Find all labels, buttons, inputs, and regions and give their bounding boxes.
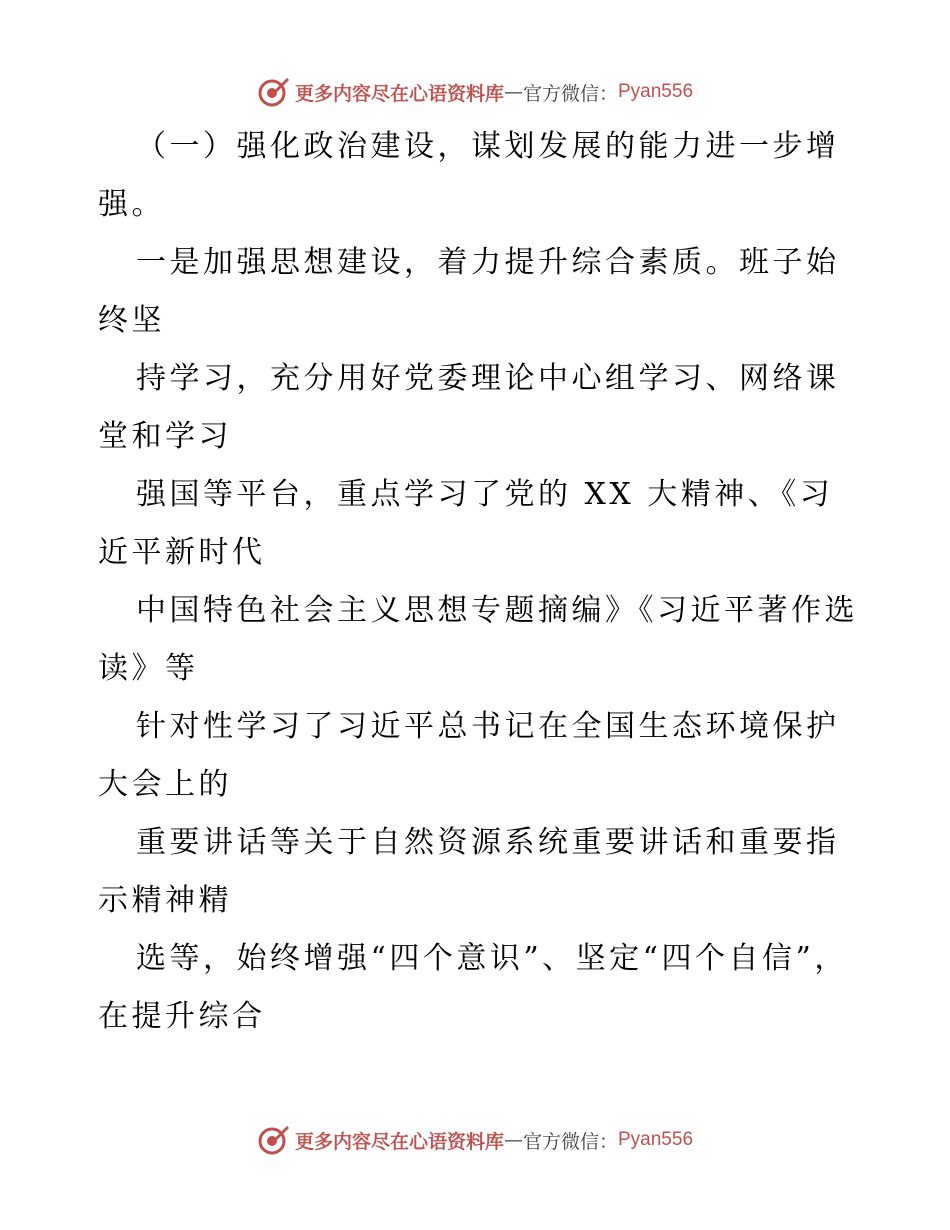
banner-wechat-id: Pyan556 [618,1129,694,1150]
banner-separator: — [503,81,523,103]
banner-wechat-id: Pyan556 [618,81,694,102]
banner-separator: — [503,1129,523,1151]
paragraph-7: 重要讲话等关于自然资源系统重要讲话和重要指示精神精 [98,825,840,918]
footer-banner [0,1120,950,1160]
banner-wechat-label: 官方微信： [522,82,618,105]
document-body [98,118,858,1046]
paragraph-1: （一）强化政治建设，谋划发展的能力进一步增强。 [98,129,840,222]
pen-circle-icon [257,75,291,109]
paragraph-3: 持学习，充分用好党委理论中心组学习、网络课堂和学习 [98,361,840,454]
paragraph-6: 针对性学习了习近平总书记在全国生态环境保护大会上的 [98,709,840,802]
paragraph-5: 中国特色社会主义思想专题摘编》《习近平著作选读》等 [98,593,858,686]
paragraph-4: 强国等平台，重点学习了党的 XX 大精神、《习近平新时代 [98,477,834,570]
banner-text: 更多内容尽在心语资料库 [294,82,504,105]
banner-wechat-label: 官方微信： [522,1130,618,1153]
paragraph-8: 选等，始终增强“四个意识”、坚定“四个自信”，在提升综合 [98,941,848,1034]
pen-circle-icon [257,1123,291,1157]
banner-text: 更多内容尽在心语资料库 [294,1130,504,1153]
header-banner [0,72,950,112]
paragraph-2: 一是加强思想建设，着力提升综合素质。班子始终坚 [98,245,840,338]
